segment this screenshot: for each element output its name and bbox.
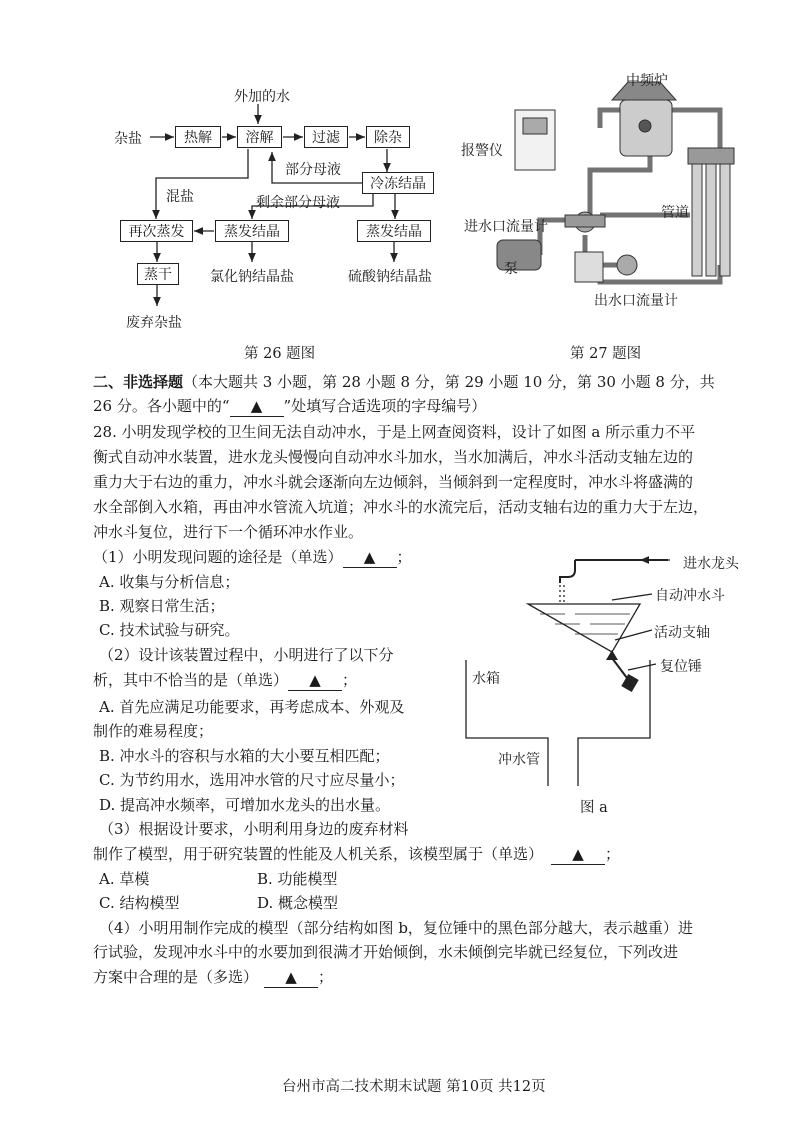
q28-p3-option: C. 结构模型	[99, 894, 180, 912]
fig27-pump: 泵	[504, 261, 518, 277]
section-desc-line1: （本大题共 3 小题，第 28 小题 8 分，第 29 小题 10 分，第 30 小题 8 分，共	[183, 373, 715, 391]
fig26-box-evap2: 蒸发结晶	[357, 220, 431, 242]
q28-p2-option: 制作的难易程度；	[93, 722, 214, 740]
figa-pipe-label: 冲水管	[498, 752, 540, 768]
fig26-impure-salt: 杂盐	[114, 131, 142, 147]
section-title: 二、非选择题	[93, 373, 184, 391]
figa-pivot-label: 活动支轴	[654, 625, 710, 641]
section-answer-blank: ▲	[230, 396, 284, 417]
fig26-box-dissolve: 溶解	[237, 126, 282, 148]
page-footer: 台州市高二技术期末试题 第10页 共12页	[282, 1079, 546, 1095]
q28-p2-option: A. 首先应满足功能要求，再考虑成本、外观及	[99, 698, 405, 716]
q28-p3-option: A. 草模	[99, 870, 150, 888]
fig26-na2so4: 硫酸钠结晶盐	[348, 269, 432, 285]
q28-p1-blank[interactable]: ▲	[343, 547, 397, 568]
fig26-waste: 废弃杂盐	[126, 315, 182, 331]
q28-p4-line1: （4）小明用制作完成的模型（部分结构如图 b，复位锤中的黑色部分越大，表示越重）进	[99, 919, 693, 937]
figa-bucket-label: 自动冲水斗	[655, 588, 725, 604]
fig26-nacl: 氯化钠结晶盐	[210, 269, 294, 285]
section-desc-line2b: ”处填写合适选项的字母编号）	[283, 397, 487, 415]
fig27-caption: 第 27 题图	[570, 346, 642, 362]
figa-caption: 图 a	[580, 800, 608, 816]
q28-p3-stem1: （3）根据设计要求，小明利用身边的废弃材料	[99, 820, 409, 838]
fig27-outlet-meter: 出水口流量计	[594, 293, 678, 309]
q28-p1-option: A. 收集与分析信息；	[99, 573, 240, 591]
q28-p2-option: C. 为节约用水，选用冲水管的尺寸应尽量小；	[99, 771, 405, 789]
q28-p2-blank[interactable]: ▲	[288, 670, 342, 691]
fig27-pipe: 管道	[661, 205, 689, 221]
fig26-partial-mother: 部分母液	[285, 162, 341, 178]
q28-p2-option: D. 提高冲水频率，可增加水龙头的出水量。	[99, 796, 391, 814]
fig26-box-purify: 除杂	[366, 126, 410, 148]
figa-tank-label: 水箱	[472, 671, 500, 687]
q28-intro-line: 衡式自动冲水装置，进水龙头慢慢向自动冲水斗加水，当水加满后，冲水斗活动支轴左边的	[93, 448, 694, 466]
fig26-box-evap: 蒸发结晶	[215, 220, 289, 242]
q28-p2-option: B. 冲水斗的容积与水箱的大小要互相匹配；	[99, 747, 390, 765]
fig26-caption: 第 26 题图	[244, 346, 316, 362]
fig26-top-label: 外加的水	[234, 89, 290, 105]
q28-p3-option: D. 概念模型	[257, 894, 339, 912]
figa-weight-label: 复位锤	[660, 659, 702, 675]
fig26-mixed-salt: 混盐	[166, 189, 194, 205]
q28-intro-line: 水全部倒入水箱，再由冲水管流入坑道；冲水斗的水流完后，活动支轴右边的重力大于左边，	[93, 498, 709, 516]
q28-p2-stem2: 析，其中不恰当的是（单选） ▲ ；	[93, 671, 358, 689]
q28-p1-stem: （1）小明发现问题的途径是（单选） ▲ ；	[93, 548, 412, 566]
fig26-remaining-mother: 剩余部分母液	[256, 195, 340, 211]
fig26-box-dry: 蒸干	[137, 263, 179, 285]
q28-p4-blank[interactable]: ▲	[264, 967, 318, 988]
q28-p1-option: C. 技术试验与研究。	[99, 621, 240, 639]
q28-p3-stem2: 制作了模型，用于研究装置的性能及人机关系，该模型属于（单选） ▲ ；	[93, 845, 621, 863]
q28-p3-option: B. 功能模型	[257, 870, 338, 888]
section-desc-line2a: 26 分。各小题中的“	[93, 397, 230, 415]
q28-intro-line: 28. 小明发现学校的卫生间无法自动冲水，于是上网查阅资料，设计了如图 a 所示重力不平	[93, 423, 696, 441]
q28-intro-line: 冲水斗复位，进行下一个循环冲水作业。	[93, 523, 364, 541]
fig27-furnace: 中频炉	[626, 73, 668, 89]
fig26-box-reevap: 再次蒸发	[120, 220, 193, 242]
q28-p1-option: B. 观察日常生活；	[99, 597, 225, 615]
fig26-box-freeze: 冷冻结晶	[362, 172, 434, 194]
q28-p3-blank[interactable]: ▲	[551, 844, 605, 865]
fig27-inlet-meter: 进水口流量计	[464, 219, 548, 235]
q28-intro-line: 重力大于右边的重力，冲水斗就会逐渐向左边倾斜，当倾斜到一定程度时，冲水斗将盛满的	[93, 473, 694, 491]
figa-pivot-weight	[606, 650, 639, 692]
q28-p4-line2: 行试验，发现冲水斗中的水要加到很满才开始倾倒，水未倾倒完毕就已经复位，下列改进	[93, 943, 679, 961]
fig26-box-filter: 过滤	[304, 126, 348, 148]
fig27-alarm: 报警仪	[461, 143, 503, 159]
q28-p2-stem1: （2）设计该装置过程中，小明进行了以下分	[99, 646, 394, 664]
figa-faucet-label: 进水龙头	[683, 556, 739, 572]
fig26-box-heat: 热解	[175, 126, 221, 148]
q28-p4-line3: 方案中合理的是（多选） ▲ ；	[93, 968, 334, 986]
